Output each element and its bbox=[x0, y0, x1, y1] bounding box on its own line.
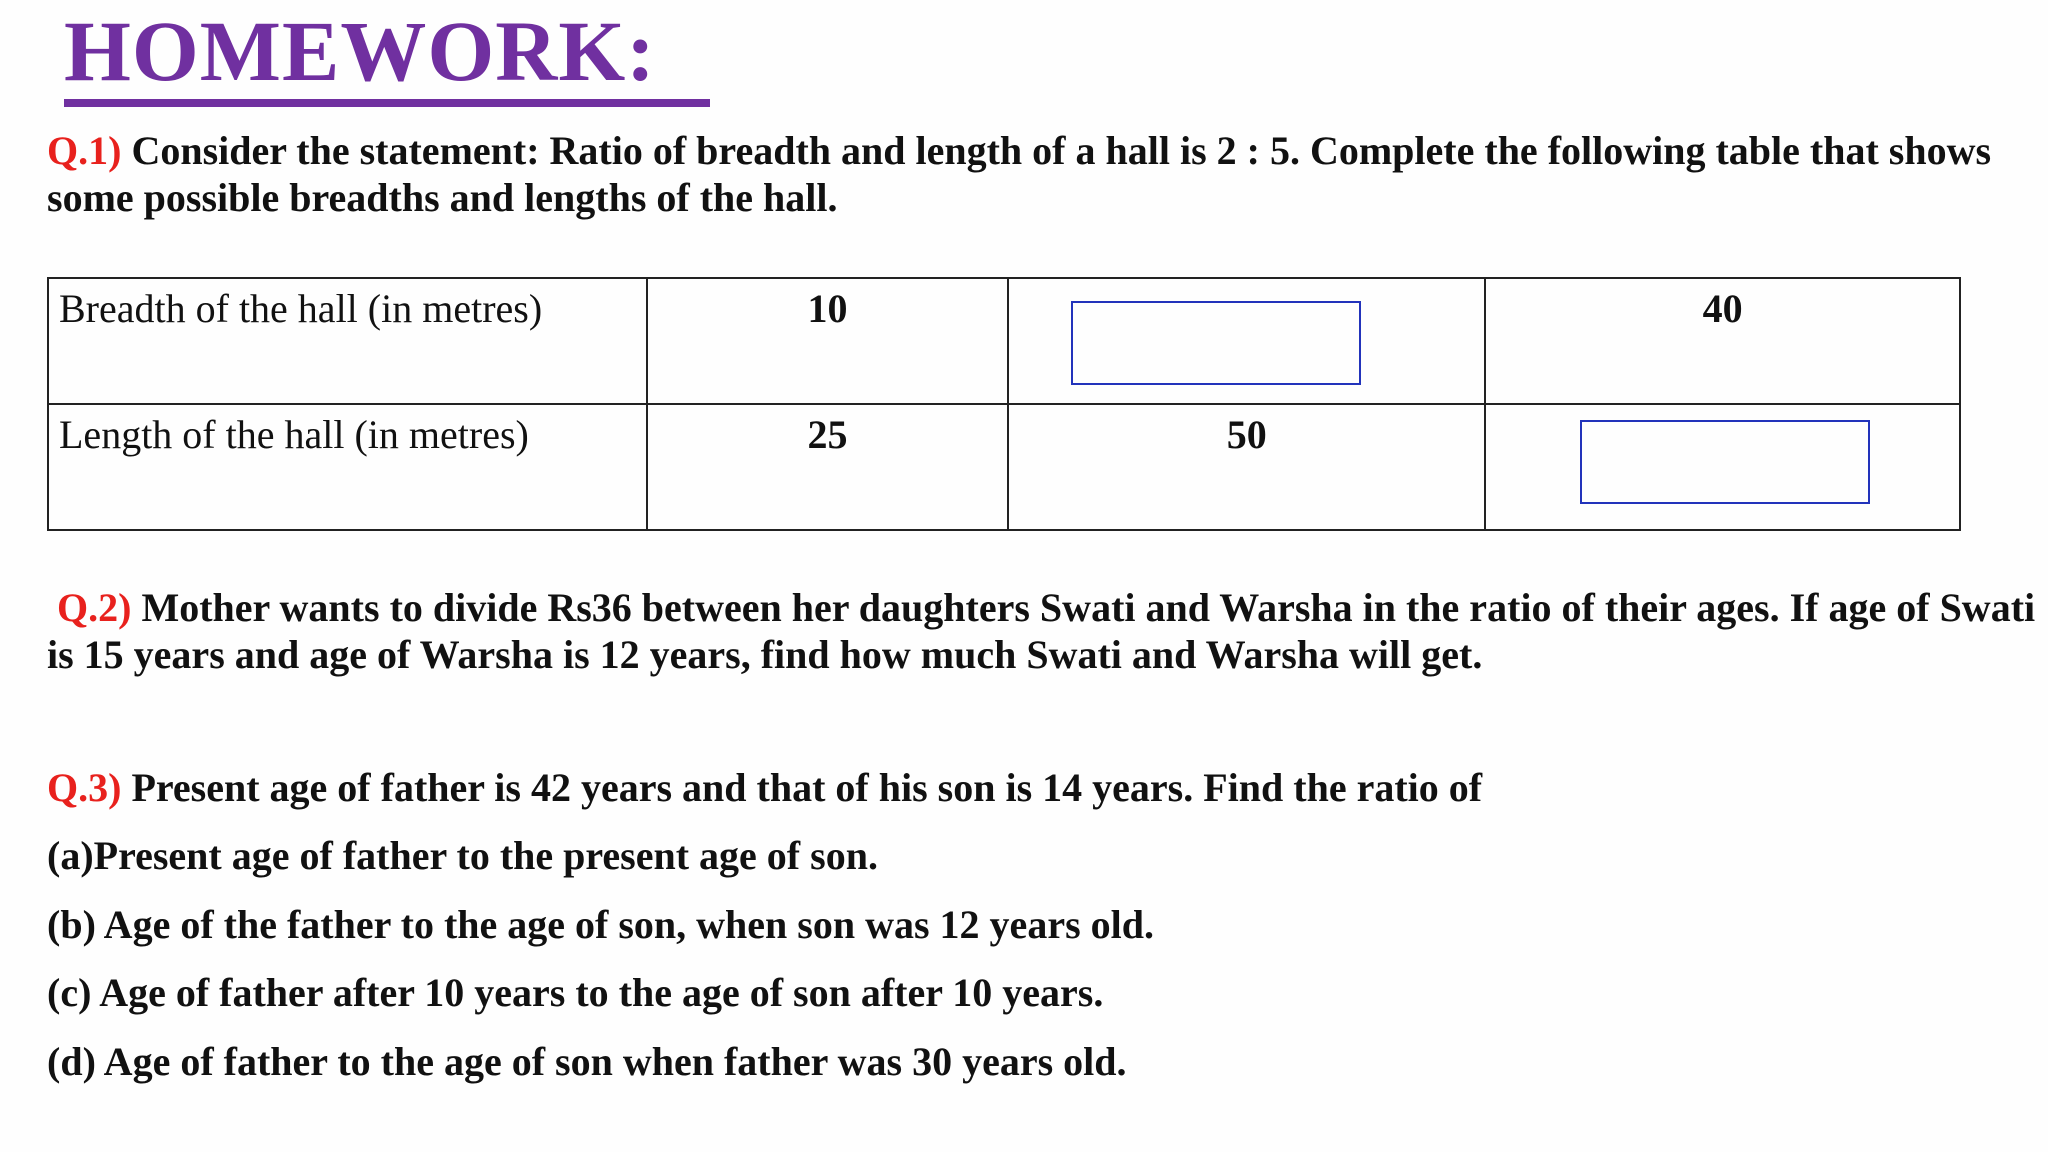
question-1-text: Consider the statement: Ratio of breadth and length of a hall is 2 : 5. Complete the following table that shows some possible breadths and lengths of the hall. bbox=[47, 128, 1992, 220]
table-row-length bbox=[48, 404, 1960, 530]
table-row-breadth bbox=[48, 278, 1960, 404]
breadth-value-2-cell bbox=[1008, 278, 1485, 404]
question-3-part-b: (b) Age of the father to the age of son, when son was 12 years old. bbox=[47, 902, 1154, 947]
question-3-part-c: (c) Age of father after 10 years to the age of son after 10 years. bbox=[47, 970, 1104, 1015]
length-value-3-cell bbox=[1485, 404, 1960, 530]
length-value-2: 50 bbox=[1008, 404, 1485, 530]
question-3-text: Present age of father is 42 years and that of his son is 14 years. Find the ratio of bbox=[121, 765, 1483, 810]
question-2-number: Q.2) bbox=[57, 585, 132, 630]
question-3-part-a: (a)Present age of father to the present age of son. bbox=[47, 833, 878, 878]
length-value-1: 25 bbox=[647, 404, 1009, 530]
title-underline bbox=[64, 99, 710, 107]
length-answer-box[interactable] bbox=[1580, 420, 1870, 504]
breadth-value-3: 40 bbox=[1485, 278, 1960, 404]
question-2 bbox=[47, 584, 2037, 678]
question-1-number: Q.1) bbox=[47, 128, 122, 173]
breadth-label: Breadth of the hall (in metres) bbox=[48, 278, 647, 404]
breadth-value-1: 10 bbox=[647, 278, 1009, 404]
question-3-number: Q.3) bbox=[47, 765, 122, 810]
breadth-answer-box[interactable] bbox=[1071, 301, 1361, 385]
question-3-part-d: (d) Age of father to the age of son when father was 30 years old. bbox=[47, 1039, 1127, 1084]
question-2-text: Mother wants to divide Rs36 between her daughters Swati and Warsha in the ratio of their ages. If age of Swati is 15 years and age of Warsha is 12 years, find how much Swati and Warsha will get. bbox=[47, 585, 2036, 677]
question-1 bbox=[47, 127, 2037, 221]
page-title: HOMEWORK: bbox=[64, 3, 656, 99]
question-3 bbox=[47, 764, 1482, 811]
ratio-table bbox=[47, 277, 1961, 531]
length-label: Length of the hall (in metres) bbox=[48, 404, 647, 530]
